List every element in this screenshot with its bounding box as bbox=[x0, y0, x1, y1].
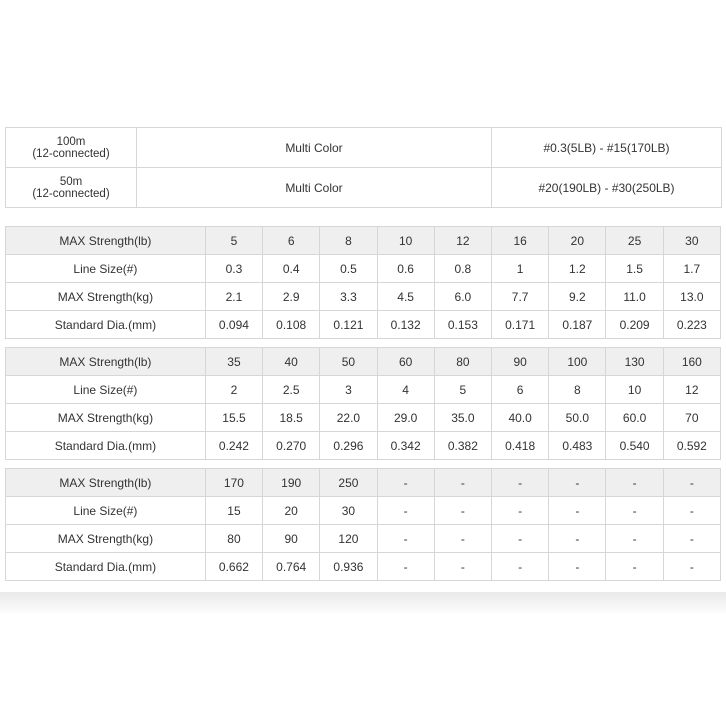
table-cell: 190 bbox=[263, 469, 320, 497]
table-cell: - bbox=[606, 497, 663, 525]
table-cell: 0.132 bbox=[377, 311, 434, 339]
table-cell: 8 bbox=[320, 227, 377, 255]
row-label: MAX Strength(lb) bbox=[6, 469, 206, 497]
table-cell: 1.2 bbox=[549, 255, 606, 283]
table-cell: 0.153 bbox=[434, 311, 491, 339]
table-cell: 0.483 bbox=[549, 432, 606, 460]
row-label: Line Size(#) bbox=[6, 255, 206, 283]
table-cell: 16 bbox=[492, 227, 549, 255]
table-cell: 120 bbox=[320, 525, 377, 553]
table-cell: - bbox=[549, 497, 606, 525]
option-connection: (12-connected) bbox=[32, 147, 110, 160]
spec-table bbox=[5, 468, 721, 581]
table-cell: - bbox=[377, 497, 434, 525]
table-cell: - bbox=[663, 469, 720, 497]
row-label: Line Size(#) bbox=[6, 376, 206, 404]
table-cell: 12 bbox=[434, 227, 491, 255]
table-cell: - bbox=[606, 553, 663, 581]
table-cell: - bbox=[434, 525, 491, 553]
product-options-table bbox=[5, 127, 722, 208]
table-cell: 90 bbox=[263, 525, 320, 553]
table-cell: 6 bbox=[263, 227, 320, 255]
table-cell: 0.8 bbox=[434, 255, 491, 283]
standard-dia-row bbox=[6, 311, 721, 339]
table-cell: 0.209 bbox=[606, 311, 663, 339]
table-cell: 50 bbox=[320, 348, 377, 376]
table-cell: 13.0 bbox=[663, 283, 720, 311]
table-cell: 30 bbox=[663, 227, 720, 255]
table-cell: 40.0 bbox=[492, 404, 549, 432]
row-label: MAX Strength(kg) bbox=[6, 404, 206, 432]
table-cell: 0.936 bbox=[320, 553, 377, 581]
table-cell: - bbox=[663, 553, 720, 581]
table-cell: 5 bbox=[205, 227, 262, 255]
table-cell: - bbox=[663, 525, 720, 553]
max-strength-lb-row bbox=[6, 227, 721, 255]
table-cell: 20 bbox=[263, 497, 320, 525]
table-cell: 0.171 bbox=[492, 311, 549, 339]
table-cell: 0.5 bbox=[320, 255, 377, 283]
table-cell: 160 bbox=[663, 348, 720, 376]
table-cell: 0.3 bbox=[205, 255, 262, 283]
table-cell: 1.5 bbox=[606, 255, 663, 283]
table-cell: - bbox=[434, 497, 491, 525]
option-color: Multi Color bbox=[137, 128, 492, 168]
table-cell: 0.094 bbox=[205, 311, 262, 339]
table-cell: 0.4 bbox=[263, 255, 320, 283]
table-cell: 60.0 bbox=[606, 404, 663, 432]
table-cell: 0.342 bbox=[377, 432, 434, 460]
row-label: Standard Dia.(mm) bbox=[6, 432, 206, 460]
table-cell: 4.5 bbox=[377, 283, 434, 311]
table-cell: 5 bbox=[434, 376, 491, 404]
table-cell: 0.6 bbox=[377, 255, 434, 283]
option-length: 100m bbox=[56, 135, 86, 148]
option-row bbox=[6, 128, 722, 168]
table-cell: 0.382 bbox=[434, 432, 491, 460]
table-cell: 70 bbox=[663, 404, 720, 432]
table-cell: 10 bbox=[377, 227, 434, 255]
max-strength-kg-row bbox=[6, 525, 721, 553]
table-cell: - bbox=[549, 553, 606, 581]
row-label: MAX Strength(kg) bbox=[6, 283, 206, 311]
table-cell: 60 bbox=[377, 348, 434, 376]
table-cell: 170 bbox=[205, 469, 262, 497]
table-cell: 0.108 bbox=[263, 311, 320, 339]
table-cell: - bbox=[377, 525, 434, 553]
spec-table bbox=[5, 226, 721, 339]
max-strength-kg-row bbox=[6, 283, 721, 311]
table-cell: 2.1 bbox=[205, 283, 262, 311]
table-cell: 6.0 bbox=[434, 283, 491, 311]
table-cell: 25 bbox=[606, 227, 663, 255]
table-cell: 29.0 bbox=[377, 404, 434, 432]
table-cell: 0.662 bbox=[205, 553, 262, 581]
table-cell: 0.296 bbox=[320, 432, 377, 460]
option-length-cell bbox=[6, 168, 137, 208]
table-cell: - bbox=[606, 525, 663, 553]
table-cell: 11.0 bbox=[606, 283, 663, 311]
table-cell: - bbox=[663, 497, 720, 525]
table-cell: 12 bbox=[663, 376, 720, 404]
table-cell: - bbox=[434, 553, 491, 581]
table-cell: 90 bbox=[492, 348, 549, 376]
table-cell: 20 bbox=[549, 227, 606, 255]
table-cell: - bbox=[606, 469, 663, 497]
table-cell: - bbox=[492, 497, 549, 525]
table-cell: 4 bbox=[377, 376, 434, 404]
line-size-row bbox=[6, 376, 721, 404]
table-cell: 80 bbox=[434, 348, 491, 376]
option-length-cell bbox=[6, 128, 137, 168]
table-cell: 0.540 bbox=[606, 432, 663, 460]
table-cell: - bbox=[492, 525, 549, 553]
table-cell: 0.242 bbox=[205, 432, 262, 460]
option-length: 50m bbox=[59, 175, 83, 188]
table-cell: 50.0 bbox=[549, 404, 606, 432]
max-strength-lb-row bbox=[6, 469, 721, 497]
table-cell: 1.7 bbox=[663, 255, 720, 283]
table-cell: 0.418 bbox=[492, 432, 549, 460]
spec-table bbox=[5, 347, 721, 460]
table-cell: 1 bbox=[492, 255, 549, 283]
line-size-row bbox=[6, 497, 721, 525]
table-cell: 0.187 bbox=[549, 311, 606, 339]
table-cell: 15 bbox=[205, 497, 262, 525]
table-cell: 2.9 bbox=[263, 283, 320, 311]
table-cell: 2.5 bbox=[263, 376, 320, 404]
standard-dia-row bbox=[6, 432, 721, 460]
max-strength-lb-row bbox=[6, 348, 721, 376]
table-cell: 0.121 bbox=[320, 311, 377, 339]
table-cell: - bbox=[434, 469, 491, 497]
table-cell: - bbox=[549, 469, 606, 497]
table-cell: - bbox=[549, 525, 606, 553]
table-cell: - bbox=[492, 553, 549, 581]
line-size-row bbox=[6, 255, 721, 283]
table-cell: 0.223 bbox=[663, 311, 720, 339]
option-row bbox=[6, 168, 722, 208]
row-label: MAX Strength(lb) bbox=[6, 348, 206, 376]
table-cell: 80 bbox=[205, 525, 262, 553]
table-cell: 0.764 bbox=[263, 553, 320, 581]
table-cell: 130 bbox=[606, 348, 663, 376]
table-cell: 18.5 bbox=[263, 404, 320, 432]
table-cell: 30 bbox=[320, 497, 377, 525]
option-color: Multi Color bbox=[137, 168, 492, 208]
table-cell: 35 bbox=[205, 348, 262, 376]
table-cell: 250 bbox=[320, 469, 377, 497]
table-cell: 22.0 bbox=[320, 404, 377, 432]
table-cell: 2 bbox=[205, 376, 262, 404]
table-cell: 0.592 bbox=[663, 432, 720, 460]
table-cell: 3.3 bbox=[320, 283, 377, 311]
table-cell: 15.5 bbox=[205, 404, 262, 432]
row-label: Standard Dia.(mm) bbox=[6, 311, 206, 339]
row-label: MAX Strength(kg) bbox=[6, 525, 206, 553]
table-cell: 10 bbox=[606, 376, 663, 404]
table-cell: 6 bbox=[492, 376, 549, 404]
table-cell: 35.0 bbox=[434, 404, 491, 432]
table-cell: - bbox=[377, 469, 434, 497]
row-label: Line Size(#) bbox=[6, 497, 206, 525]
row-label: MAX Strength(lb) bbox=[6, 227, 206, 255]
row-label: Standard Dia.(mm) bbox=[6, 553, 206, 581]
table-cell: 40 bbox=[263, 348, 320, 376]
table-cell: 100 bbox=[549, 348, 606, 376]
table-cell: - bbox=[377, 553, 434, 581]
table-cell: 9.2 bbox=[549, 283, 606, 311]
max-strength-kg-row bbox=[6, 404, 721, 432]
option-connection: (12-connected) bbox=[32, 187, 110, 200]
option-range: #20(190LB) - #30(250LB) bbox=[492, 168, 722, 208]
table-cell: - bbox=[492, 469, 549, 497]
table-cell: 3 bbox=[320, 376, 377, 404]
table-cell: 8 bbox=[549, 376, 606, 404]
standard-dia-row bbox=[6, 553, 721, 581]
table-cell: 7.7 bbox=[492, 283, 549, 311]
bottom-shadow-divider bbox=[0, 592, 726, 616]
table-cell: 0.270 bbox=[263, 432, 320, 460]
option-range: #0.3(5LB) - #15(170LB) bbox=[492, 128, 722, 168]
